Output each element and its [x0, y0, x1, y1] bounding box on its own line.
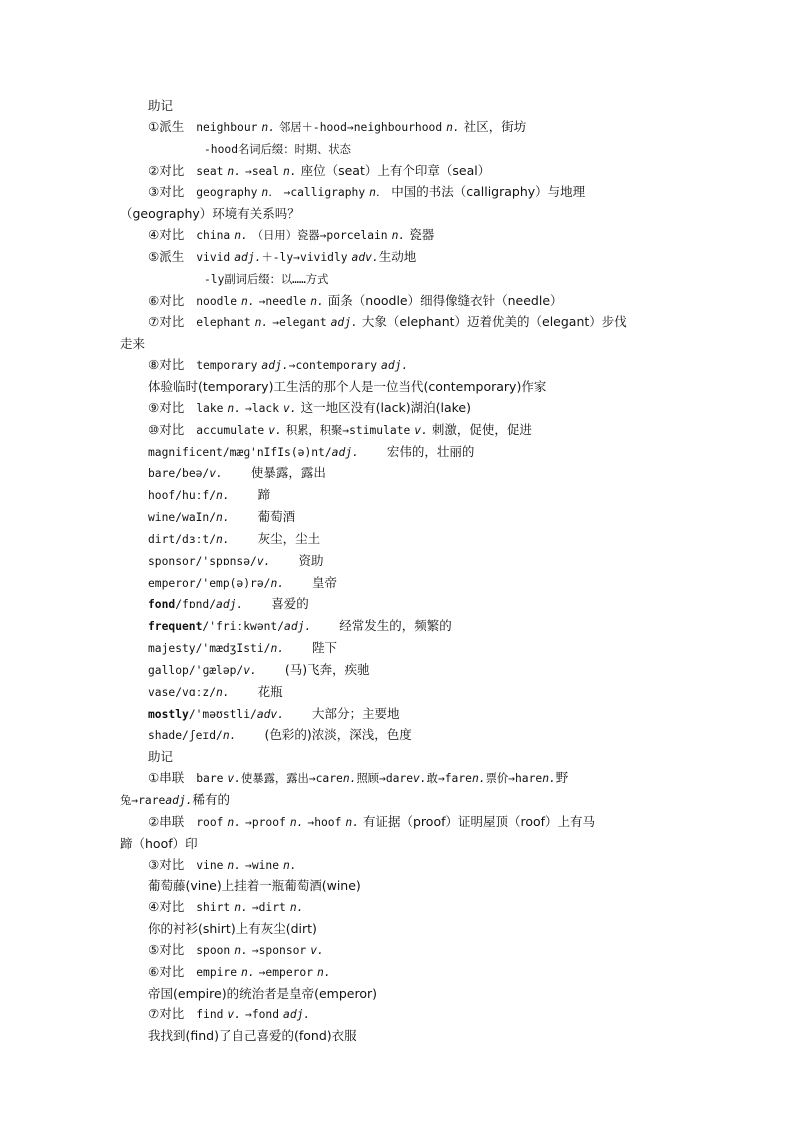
item-number: ②对比	[148, 162, 185, 178]
memo-item: ②对比 seat n. →seal n. 座位（seat）上有个印章（seal）	[148, 162, 491, 178]
memo-note: -ly副词后缀：以……方式	[204, 272, 329, 286]
example-sentence: 帝国(empire)的统治者是皇帝(emperor)	[148, 985, 377, 1001]
item-number: ⑦对比	[148, 314, 185, 330]
vocab-entry: fond/fɒnd/adj. 喜爱的	[148, 596, 309, 612]
memo-note: -hood名词后缀：时期、状态	[204, 142, 351, 156]
vocab-entry: gallop/'ɡæləp/v. (马)飞奔，疾驰	[148, 661, 370, 677]
memo-item: ⑤派生 vivid adj.＋-ly→vividly adv.生动地	[148, 248, 417, 264]
vocab-entry: shade/ʃeɪd/n. (色彩的)浓淡，深浅，色度	[148, 727, 412, 743]
item-number: ⑥对比	[148, 292, 185, 308]
memo-item: ③对比 geography n． →calligraphy n． 中国的书法（calligraphy）与地理	[148, 184, 586, 200]
memo-item-continuation: （geography）环境有关系吗？	[120, 206, 300, 222]
item-number: ⑤对比	[148, 941, 185, 957]
item-number: ⑦对比	[148, 1006, 185, 1022]
memo-item: ⑥对比 empire n. →emperor n.	[148, 963, 331, 979]
item-number: ③对比	[148, 856, 185, 872]
item-number: ⑨对比	[148, 399, 185, 415]
example-sentence: 你的衬衫(shirt)上有灰尘(dirt)	[148, 921, 317, 937]
vocab-entry: wine/waIn/n. 葡萄酒	[148, 509, 296, 525]
item-number: ④对比	[148, 899, 185, 915]
vocab-entry: frequent/'friːkwənt/adj. 经常发生的，频繁的	[148, 618, 452, 634]
example-sentence: 我找到(find)了自己喜爱的(fond)衣服	[148, 1028, 357, 1044]
memo-item: ⑥对比 noodle n. →needle n. 面条（noodle）细得像缝衣针（needle）	[148, 292, 563, 308]
vocab-entry: majesty/'mædʒIsti/n. 陛下	[148, 640, 338, 656]
item-number: ⑤派生	[148, 248, 185, 264]
memo-item: ④对比 china n. （日用）瓷器→porcelain n. 瓷器	[148, 227, 435, 243]
vocab-entry: hoof/huːf/n. 蹄	[148, 487, 271, 503]
vocab-entry: mostly/'məʊstli/adv. 大部分；主要地	[148, 705, 400, 721]
memo-heading: 助记	[148, 749, 174, 765]
memo-item: ⑦对比 elephant n. →elegant adj. 大象（elephant）迈着优美的（elegant）步伐	[148, 314, 627, 330]
memo-item: ①派生 neighbour n. 邻居＋-hood→neighbourhood n. 社区，街坊	[148, 118, 527, 134]
item-number: ①派生	[148, 118, 185, 134]
document-body	[120, 96, 680, 1047]
memo-item-continuation: 蹄（hoof）印	[120, 835, 198, 851]
memo-item: ①串联 bare v.使暴露，露出→caren.照顾→darev.敢→faren.票价→haren.野	[148, 770, 569, 786]
vocab-entry: dirt/dɜːt/n. 灰尘，尘土	[148, 530, 321, 546]
item-number: ②串联	[148, 813, 185, 829]
memo-heading: 助记	[148, 98, 174, 113]
memo-item-continuation: 兔→rareadj.稀有的	[120, 792, 231, 807]
item-number: ⑥对比	[148, 963, 185, 979]
memo-item: ④对比 shirt n. →dirt n.	[148, 899, 304, 915]
item-number: ③对比	[148, 184, 185, 200]
item-number: ①串联	[148, 770, 185, 786]
example-sentence: 体验临时(temporary)工生活的那个人是一位当代(contemporary)作家	[148, 378, 547, 394]
vocab-entry: emperor/'emp(ə)rə/n. 皇帝	[148, 574, 338, 590]
memo-item: ⑤对比 spoon n. →sponsor v.	[148, 941, 324, 957]
item-number: ④对比	[148, 227, 185, 243]
memo-item: ②串联 roof n. →proof n. →hoof n. 有证据（proof）证明屋顶（roof）上有马	[148, 813, 596, 829]
memo-item: ⑦对比 find v. →fond adj.	[148, 1006, 311, 1022]
memo-item: ⑧对比 temporary adj.→contemporary adj.	[148, 357, 409, 373]
memo-item-continuation: 走来	[120, 336, 146, 352]
example-sentence: 葡萄藤(vine)上挂着一瓶葡萄酒(wine)	[148, 878, 361, 894]
vocab-entry: sponsor/'spɒnsə/v. 资助	[148, 552, 324, 568]
memo-item: ⑩对比 accumulate v. 积累，积聚→stimulate v. 刺激，促使，促进	[148, 421, 532, 437]
item-number: ⑩对比	[148, 421, 185, 437]
vocab-entry: vase/vɑːz/n. 花瓶	[148, 683, 283, 699]
memo-item: ③对比 vine n. →wine n.	[148, 856, 297, 872]
vocab-entry: magnificent/mæɡ'nIfIs(ə)nt/adj. 宏伟的，壮丽的	[148, 443, 475, 459]
item-number: ⑧对比	[148, 357, 185, 373]
vocab-entry: bare/beə/v. 使暴露，露出	[148, 465, 326, 481]
memo-item: ⑨对比 lake n. →lack v. 这一地区没有(lack)湖泊(lake)	[148, 399, 471, 415]
